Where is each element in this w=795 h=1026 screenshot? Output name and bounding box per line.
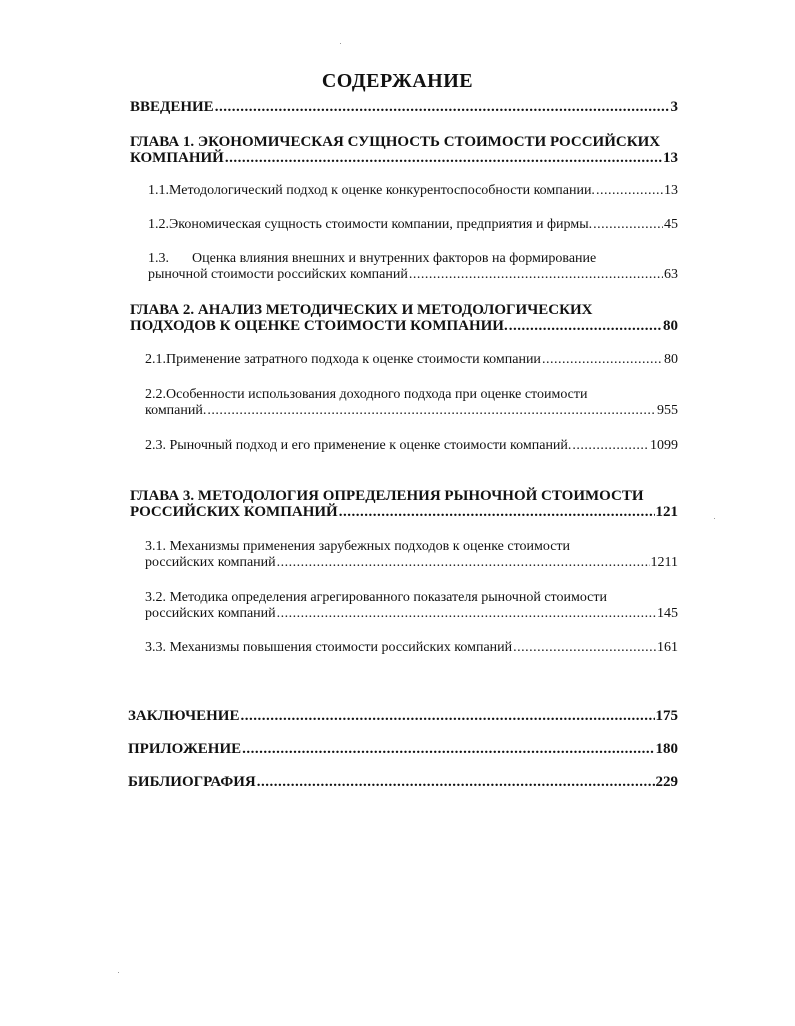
toc-leader: [339, 504, 655, 520]
toc-page-number: 13: [663, 150, 678, 166]
page-title: СОДЕРЖАНИЕ: [321, 70, 474, 92]
toc-leader: [596, 183, 663, 199]
toc-heading-line: Оценка влияния внешних и внутренних факторов на формирование: [192, 251, 597, 266]
toc-label: ПРИЛОЖЕНИЕ: [128, 741, 242, 757]
toc-page-number: 80: [663, 318, 678, 334]
toc-page-number: 121: [655, 504, 678, 520]
toc-label: 2.1.Применение затратного подхода к оценке стоимости компании: [145, 352, 541, 367]
toc-leader: [242, 741, 654, 757]
toc-leader: [257, 774, 655, 790]
toc-page-number: 13: [664, 183, 678, 198]
toc-page-number: 1211: [650, 555, 678, 570]
toc-heading-line: ГЛАВА 3. МЕТОДОЛОГИЯ ОПРЕДЕЛЕНИЯ РЫНОЧНОЙ СТОИМОСТИ: [130, 488, 644, 504]
toc-label: Методологический подход к оценке конкурентоспособности компании.: [169, 183, 595, 198]
toc-page-number: 161: [657, 640, 678, 655]
toc-label: ВВЕДЕНИЕ: [130, 99, 214, 115]
toc-label: рыночной стоимости российских компаний: [148, 267, 408, 282]
toc-label: российских компаний: [145, 555, 276, 570]
toc-section-number: 1.2.: [148, 217, 169, 232]
toc-entry-introduction[interactable]: [130, 99, 678, 115]
toc-entry-conclusion[interactable]: [128, 708, 678, 724]
toc-heading-line: ГЛАВА 2. АНАЛИЗ МЕТОДИЧЕСКИХ И МЕТОДОЛОГИЧЕСКИХ: [130, 302, 593, 318]
toc-label: Экономическая сущность стоимости компании, предприятия и фирмы.: [169, 217, 593, 232]
toc-leader: [277, 555, 650, 571]
toc-label: РОССИЙСКИХ КОМПАНИЙ: [130, 504, 338, 520]
toc-page-number: 955: [657, 403, 678, 418]
toc-page-number: 175: [655, 708, 678, 724]
toc-label: ЗАКЛЮЧЕНИЕ: [128, 708, 240, 724]
toc-heading-line: 3.1. Механизмы применения зарубежных подходов к оценке стоимости: [145, 539, 571, 554]
toc-entry-section-1-3[interactable]: [148, 251, 678, 283]
toc-label: ПОДХОДОВ К ОЦЕНКЕ СТОИМОСТИ КОМПАНИИ.: [130, 318, 508, 334]
toc-leader: [542, 352, 663, 368]
toc-entry-bibliography[interactable]: [128, 774, 678, 790]
toc-entry-section-2-2[interactable]: [145, 387, 678, 419]
scan-speck: [714, 518, 715, 519]
scan-speck: [118, 972, 119, 973]
toc-page-number: 3: [670, 99, 678, 115]
toc-entry-section-2-1[interactable]: [145, 352, 678, 368]
toc-entry-appendix[interactable]: [128, 741, 678, 757]
toc-leader: [240, 708, 654, 724]
toc-label: 3.3. Механизмы повышения стоимости российских компаний: [145, 640, 513, 655]
toc-heading-line: ГЛАВА 1. ЭКОНОМИЧЕСКАЯ СУЩНОСТЬ СТОИМОСТИ РОССИЙСКИХ: [130, 134, 661, 150]
toc-label: компаний.: [145, 403, 207, 418]
toc-page-number: 180: [655, 741, 678, 757]
toc-page-number: 45: [664, 217, 678, 232]
toc-leader: [509, 318, 662, 334]
toc-leader: [277, 606, 656, 622]
toc-entry-chapter-2[interactable]: [130, 302, 678, 334]
toc-leader: [513, 640, 656, 656]
toc-entry-section-2-3[interactable]: [145, 438, 678, 454]
toc-page-number: 80: [664, 352, 678, 367]
toc-page-number: 229: [655, 774, 678, 790]
toc-leader: [409, 267, 663, 283]
toc-page-number: 1099: [650, 438, 678, 453]
toc-label: 2.3. Рыночный подход и его применение к оценке стоимости компаний.: [145, 438, 572, 453]
toc-section-number: 1.1.: [148, 183, 169, 198]
scan-speck: [340, 43, 341, 44]
toc-leader: [225, 150, 662, 166]
toc-entry-section-3-1[interactable]: [145, 539, 678, 571]
toc-label: БИБЛИОГРАФИЯ: [128, 774, 256, 790]
toc-leader: [215, 99, 670, 115]
toc-entry-section-3-3[interactable]: [145, 640, 678, 656]
toc-entry-chapter-3[interactable]: [130, 488, 678, 520]
toc-entry-section-1-2[interactable]: [148, 217, 678, 233]
toc-label: КОМПАНИЙ: [130, 150, 224, 166]
toc-leader: [207, 403, 656, 419]
toc-page-number: 63: [664, 267, 678, 282]
toc-heading-line: 3.2. Методика определения агрегированного показателя рыночной стоимости: [145, 590, 607, 605]
toc-heading-line: 2.2.Особенности использования доходного подхода при оценке стоимости: [145, 387, 588, 402]
toc-entry-chapter-1[interactable]: [130, 134, 678, 166]
toc-entry-section-1-1[interactable]: [148, 183, 678, 199]
toc-page-number: 145: [657, 606, 678, 621]
toc-leader: [572, 438, 649, 454]
toc-leader: [593, 217, 663, 233]
toc-label: российских компаний: [145, 606, 276, 621]
toc-entry-section-3-2[interactable]: [145, 590, 678, 622]
toc-section-number: 1.3.: [148, 251, 169, 266]
